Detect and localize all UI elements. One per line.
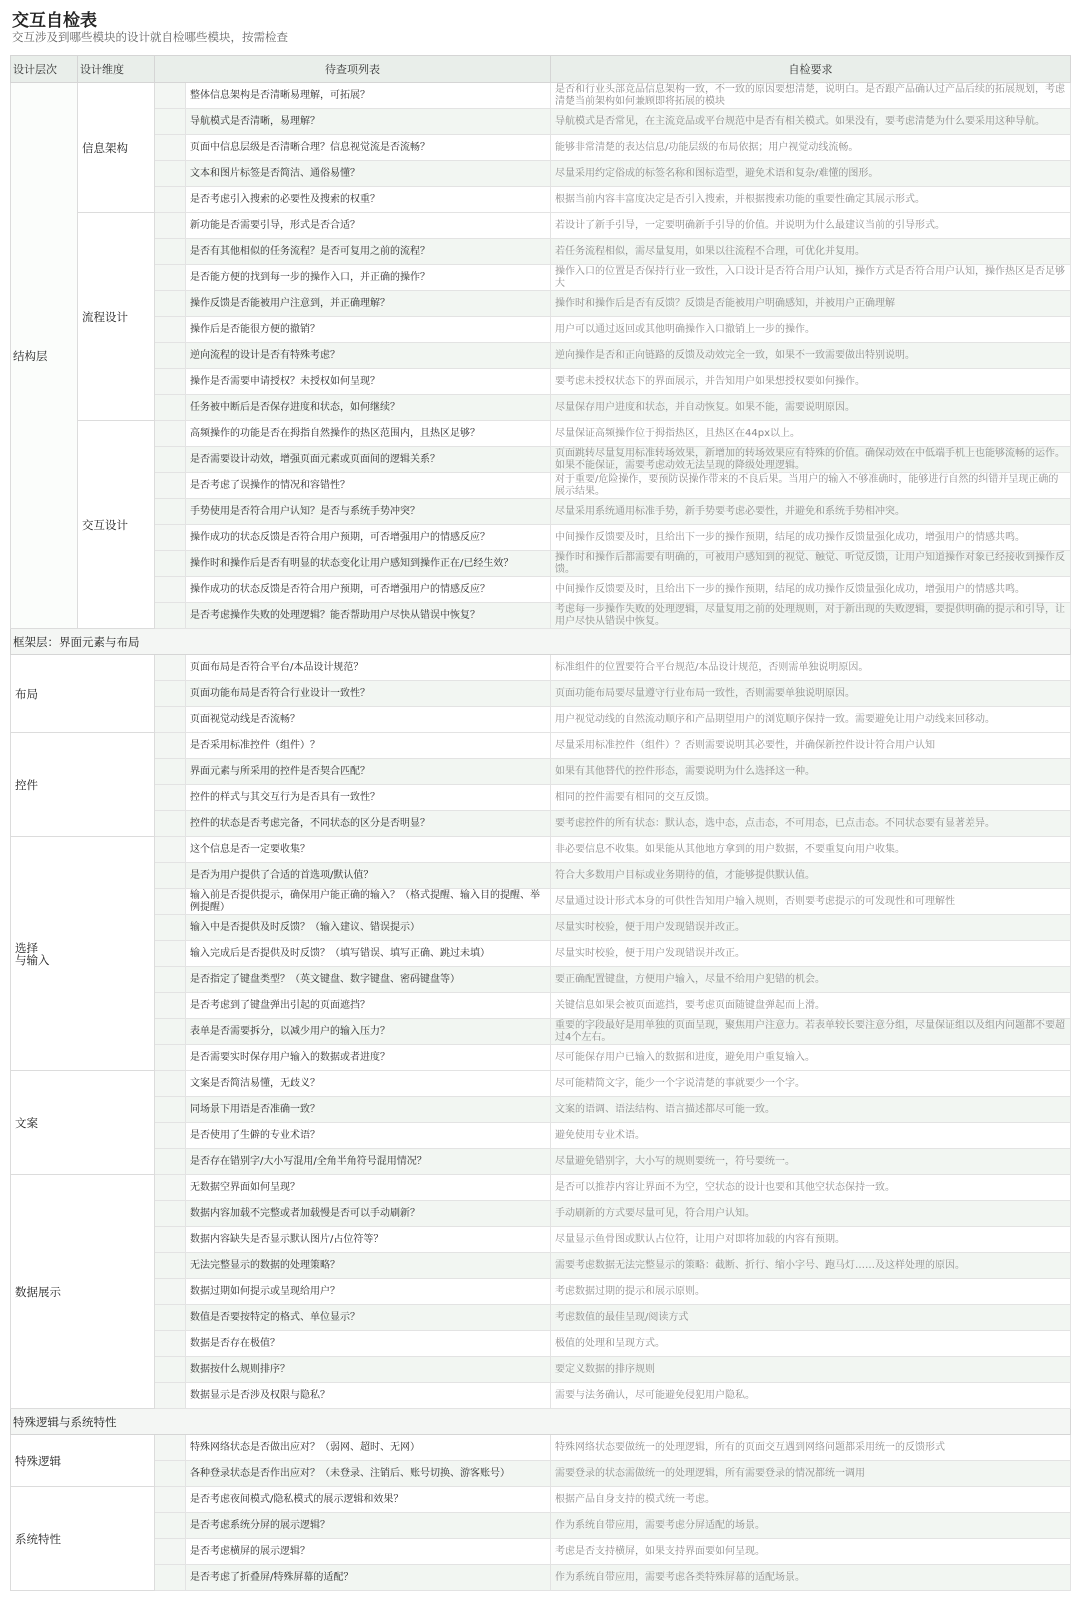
dimension-cell: 信息架构 <box>78 83 155 213</box>
table-row <box>11 291 1071 317</box>
check-requirement: 手动刷新的方式要尽量可见，符合用户认知。 <box>551 1201 1071 1227</box>
check-item: 输入中是否提供及时反馈？（输入建议、错误提示） <box>186 915 551 941</box>
table-row <box>11 109 1071 135</box>
check-requirement: 尽量通过设计形式本身的可供性告知用户输入规则，否则要考虑提示的可发现性和可理解性 <box>551 889 1071 915</box>
check-item: 是否考虑到了键盘弹出引起的页面遮挡？ <box>186 993 551 1019</box>
table-row <box>11 1149 1071 1175</box>
indent-cell <box>155 343 186 369</box>
check-item: 文案是否简洁易懂，无歧义？ <box>186 1071 551 1097</box>
indent-cell <box>155 967 186 993</box>
table-row <box>11 239 1071 265</box>
indent-cell <box>155 941 186 967</box>
check-item: 是否采用标准控件（组件）？ <box>186 733 551 759</box>
table-header-row <box>11 56 1071 83</box>
check-item: 是否为用户提供了合适的首选项/默认值？ <box>186 863 551 889</box>
dimension-cell: 系统特性 <box>11 1487 155 1591</box>
check-requirement: 作为系统自带应用，需要考虑各类特殊屏幕的适配场景。 <box>551 1565 1071 1591</box>
table-row <box>11 1279 1071 1305</box>
check-requirement: 尽量实时校验，便于用户发现错误并改正。 <box>551 915 1071 941</box>
check-item: 特殊网络状态是否做出应对？（弱网、超时、无网） <box>186 1435 551 1461</box>
indent-cell <box>155 1487 186 1513</box>
indent-cell <box>155 265 186 291</box>
table-row <box>11 603 1071 629</box>
table-row <box>11 1513 1071 1539</box>
check-item: 同场景下用语是否准确一致？ <box>186 1097 551 1123</box>
table-row <box>11 1019 1071 1045</box>
table-row <box>11 759 1071 785</box>
table-row <box>11 967 1071 993</box>
check-requirement: 中间操作反馈要及时，且给出下一步的操作预期，结尾的成功操作反馈量强化成功，增强用户的情感共鸣。 <box>551 525 1071 551</box>
table-row <box>11 1253 1071 1279</box>
check-requirement: 用户视觉动线的自然流动顺序和产品期望用户的浏览顺序保持一致。需要避免让用户动线来回移动。 <box>551 707 1071 733</box>
indent-cell <box>155 1201 186 1227</box>
check-requirement: 考虑数据过期的提示和展示原则。 <box>551 1279 1071 1305</box>
table-row <box>11 1461 1071 1487</box>
indent-cell <box>155 1305 186 1331</box>
table-row <box>11 447 1071 473</box>
table-row <box>11 265 1071 291</box>
check-item: 数据显示是否涉及权限与隐私？ <box>186 1383 551 1409</box>
table-row <box>11 421 1071 447</box>
header-dimension: 设计维度 <box>78 56 155 83</box>
check-item: 表单是否需要拆分，以减少用户的输入压力？ <box>186 1019 551 1045</box>
check-item: 操作成功的状态反馈是否符合用户预期，可否增强用户的情感反应？ <box>186 577 551 603</box>
check-item: 操作反馈是否能被用户注意到，并正确理解？ <box>186 291 551 317</box>
table-row <box>11 525 1071 551</box>
table-row <box>11 135 1071 161</box>
indent-cell <box>155 239 186 265</box>
table-row <box>11 733 1071 759</box>
indent-cell <box>155 759 186 785</box>
indent-cell <box>155 889 186 915</box>
table-row <box>11 317 1071 343</box>
check-item: 数据内容加载不完整或者加载慢是否可以手动刷新？ <box>186 1201 551 1227</box>
indent-cell <box>155 135 186 161</box>
dimension-cell: 选择 与输入 <box>11 837 155 1071</box>
table-body <box>11 83 1071 1591</box>
indent-cell <box>155 551 186 577</box>
check-requirement: 尽量采用标准控件（组件）？否则需要说明其必要性，并确保新控件设计符合用户认知 <box>551 733 1071 759</box>
check-requirement: 避免使用专业术语。 <box>551 1123 1071 1149</box>
check-requirement: 需要与法务确认，尽可能避免侵犯用户隐私。 <box>551 1383 1071 1409</box>
table-row <box>11 1227 1071 1253</box>
table-row <box>11 187 1071 213</box>
check-item: 各种登录状态是否作出应对？（未登录、注销后、账号切换、游客账号） <box>186 1461 551 1487</box>
check-requirement: 页面跳转尽量复用标准转场效果，新增加的转场效果应有特殊的价值。确保动效在中低端手机上也能够流畅的运作。如果不能保证，需要考虑动效无法呈现的降级处理逻辑。 <box>551 447 1071 473</box>
check-requirement: 相同的控件需要有相同的交互反馈。 <box>551 785 1071 811</box>
indent-cell <box>155 837 186 863</box>
section-header-row <box>11 629 1071 655</box>
table-row <box>11 863 1071 889</box>
indent-cell <box>155 707 186 733</box>
table-row <box>11 811 1071 837</box>
indent-cell <box>155 83 186 109</box>
check-item: 操作是否需要申请授权？未授权如何呈现？ <box>186 369 551 395</box>
indent-cell <box>155 1461 186 1487</box>
check-item: 操作时和操作后是否有明显的状态变化让用户感知到操作正在/已经生效？ <box>186 551 551 577</box>
check-requirement: 考虑数值的最佳呈现/阅读方式 <box>551 1305 1071 1331</box>
indent-cell <box>155 1227 186 1253</box>
check-requirement: 标准组件的位置要符合平台规范/本品设计规范，否则需单独说明原因。 <box>551 655 1071 681</box>
check-requirement: 对于重要/危险操作，要预防误操作带来的不良后果。当用户的输入不够准确时，能够进行自然的纠错并呈现正确的展示结果。 <box>551 473 1071 499</box>
check-requirement: 页面功能布局要尽量遵守行业布局一致性，否则需要单独说明原因。 <box>551 681 1071 707</box>
indent-cell <box>155 681 186 707</box>
check-requirement: 要定义数据的排序规则 <box>551 1357 1071 1383</box>
check-item: 是否考虑操作失败的处理逻辑？能否帮助用户尽快从错误中恢复？ <box>186 603 551 629</box>
check-item: 高频操作的功能是否在拇指自然操作的热区范围内，且热区足够？ <box>186 421 551 447</box>
indent-cell <box>155 109 186 135</box>
indent-cell <box>155 1097 186 1123</box>
table-row <box>11 785 1071 811</box>
header-level: 设计层次 <box>11 56 78 83</box>
check-requirement: 尽量保证高频操作位于拇指热区，且热区在44px以上。 <box>551 421 1071 447</box>
check-requirement: 中间操作反馈要及时，且给出下一步的操作预期，结尾的成功操作反馈量强化成功，增强用户的情感共鸣。 <box>551 577 1071 603</box>
check-item: 是否有其他相似的任务流程？是否可复用之前的流程？ <box>186 239 551 265</box>
check-requirement: 是否和行业头部竞品信息架构一致，不一致的原因要想清楚，说明白。是否跟产品确认过产品后续的拓展规划，考虑清楚当前架构如何兼顾即将拓展的模块 <box>551 83 1071 109</box>
check-requirement: 尽量采用系统通用标准手势，新手势要考虑必要性，并避免和系统手势相冲突。 <box>551 499 1071 525</box>
check-item: 操作成功的状态反馈是否符合用户预期，可否增强用户的情感反应？ <box>186 525 551 551</box>
indent-cell <box>155 1175 186 1201</box>
check-requirement: 作为系统自带应用，需要考虑分屏适配的场景。 <box>551 1513 1071 1539</box>
table-row <box>11 1071 1071 1097</box>
indent-cell <box>155 915 186 941</box>
check-item: 是否需要设计动效，增强页面元素或页面间的逻辑关系？ <box>186 447 551 473</box>
table-row <box>11 473 1071 499</box>
section-title: 框架层：界面元素与布局 <box>11 629 1071 655</box>
table-row <box>11 551 1071 577</box>
check-requirement: 考虑是否支持横屏，如果支持界面要如何呈现。 <box>551 1539 1071 1565</box>
check-item: 逆向流程的设计是否有特殊考虑？ <box>186 343 551 369</box>
check-requirement: 要考虑控件的所有状态：默认态，选中态，点击态，不可用态，已点击态。不同状态要有显著差异。 <box>551 811 1071 837</box>
indent-cell <box>155 161 186 187</box>
indent-cell <box>155 395 186 421</box>
table-row <box>11 1045 1071 1071</box>
check-requirement: 根据产品自身支持的模式统一考虑。 <box>551 1487 1071 1513</box>
indent-cell <box>155 187 186 213</box>
table-row <box>11 1123 1071 1149</box>
indent-cell <box>155 1565 186 1591</box>
check-requirement: 尽量保存用户进度和状态，并自动恢复。如果不能，需要说明原因。 <box>551 395 1071 421</box>
table-row <box>11 1175 1071 1201</box>
check-item: 数值是否要按特定的格式、单位显示？ <box>186 1305 551 1331</box>
check-requirement: 根据当前内容丰富度决定是否引入搜索，并根据搜索功能的重要性确定其展示形式。 <box>551 187 1071 213</box>
check-item: 数据过期如何提示或呈现给用户？ <box>186 1279 551 1305</box>
table-row <box>11 941 1071 967</box>
indent-cell <box>155 1253 186 1279</box>
table-row <box>11 83 1071 109</box>
check-item: 输入前是否提供提示，确保用户能正确的输入？（格式提醒、输入目的提醒、举例提醒） <box>186 889 551 915</box>
check-requirement: 导航模式是否常见，在主流竞品或平台规范中是否有相关模式。如果没有，要考虑清楚为什么要采用这种导航。 <box>551 109 1071 135</box>
check-item: 数据按什么规则排序？ <box>186 1357 551 1383</box>
table-row <box>11 993 1071 1019</box>
check-requirement: 文案的语调、语法结构、语言描述都尽可能一致。 <box>551 1097 1071 1123</box>
check-item: 页面布局是否符合平台/本品设计规范？ <box>186 655 551 681</box>
indent-cell <box>155 733 186 759</box>
check-item: 页面视觉动线是否流畅？ <box>186 707 551 733</box>
dimension-cell: 特殊逻辑 <box>11 1435 155 1487</box>
indent-cell <box>155 1383 186 1409</box>
check-requirement: 若任务流程相似，需尽量复用，如果以往流程不合理，可优化并复用。 <box>551 239 1071 265</box>
check-item: 导航模式是否清晰，易理解？ <box>186 109 551 135</box>
check-item: 是否指定了键盘类型？（英文键盘、数字键盘、密码键盘等） <box>186 967 551 993</box>
check-item: 整体信息架构是否清晰易理解，可拓展？ <box>186 83 551 109</box>
check-item: 是否考虑夜间模式/隐私模式的展示逻辑和效果？ <box>186 1487 551 1513</box>
dimension-cell: 控件 <box>11 733 155 837</box>
page-subtitle: 交互涉及到哪些模块的设计就自检哪些模块，按需检查 <box>12 30 288 44</box>
indent-cell <box>155 655 186 681</box>
table-row <box>11 1331 1071 1357</box>
table-row <box>11 161 1071 187</box>
indent-cell <box>155 1513 186 1539</box>
check-item: 无数据空界面如何呈现？ <box>186 1175 551 1201</box>
check-item: 控件的状态是否考虑完备，不同状态的区分是否明显？ <box>186 811 551 837</box>
check-item: 控件的样式与其交互行为是否具有一致性？ <box>186 785 551 811</box>
table-row <box>11 1383 1071 1409</box>
check-requirement: 尽量实时校验，便于用户发现错误并改正。 <box>551 941 1071 967</box>
check-item: 是否存在错别字/大小写混用/全角半角符号混用情况？ <box>186 1149 551 1175</box>
check-requirement: 逆向操作是否和正向链路的反馈及动效完全一致，如果不一致需要做出特别说明。 <box>551 343 1071 369</box>
check-item: 操作后是否能很方便的撤销？ <box>186 317 551 343</box>
check-item: 手势使用是否符合用户认知？是否与系统手势冲突？ <box>186 499 551 525</box>
section-header-row <box>11 1409 1071 1435</box>
indent-cell <box>155 525 186 551</box>
check-item: 数据是否存在极值？ <box>186 1331 551 1357</box>
check-requirement: 若设计了新手引导，一定要明确新手引导的价值。并说明为什么最建议当前的引导形式。 <box>551 213 1071 239</box>
check-requirement: 关键信息如果会被页面遮挡，要考虑页面随键盘弹起而上滑。 <box>551 993 1071 1019</box>
check-item: 页面功能布局是否符合行业设计一致性？ <box>186 681 551 707</box>
indent-cell <box>155 993 186 1019</box>
indent-cell <box>155 1123 186 1149</box>
indent-cell <box>155 577 186 603</box>
table-row <box>11 499 1071 525</box>
check-requirement: 特殊网络状态要做统一的处理逻辑，所有的页面交互遇到网络问题都采用统一的反馈形式 <box>551 1435 1071 1461</box>
dimension-cell: 文案 <box>11 1071 155 1175</box>
dimension-cell: 数据展示 <box>11 1175 155 1409</box>
check-requirement: 尽量避免错别字，大小写的规则要统一，符号要统一。 <box>551 1149 1071 1175</box>
check-requirement: 要正确配置键盘，方便用户输入，尽量不给用户犯错的机会。 <box>551 967 1071 993</box>
table-row <box>11 369 1071 395</box>
table-row <box>11 915 1071 941</box>
check-item: 是否考虑引入搜索的必要性及搜索的权重？ <box>186 187 551 213</box>
indent-cell <box>155 473 186 499</box>
indent-cell <box>155 447 186 473</box>
table-row <box>11 1097 1071 1123</box>
indent-cell <box>155 603 186 629</box>
indent-cell <box>155 1045 186 1071</box>
indent-cell <box>155 421 186 447</box>
check-requirement: 是否可以推荐内容让界面不为空，空状态的设计也要和其他空状态保持一致。 <box>551 1175 1071 1201</box>
table-row <box>11 343 1071 369</box>
indent-cell <box>155 499 186 525</box>
table-row <box>11 577 1071 603</box>
table-row <box>11 1357 1071 1383</box>
indent-cell <box>155 1279 186 1305</box>
check-item: 是否考虑了折叠屏/特殊屏幕的适配？ <box>186 1565 551 1591</box>
check-requirement: 尽可能保存用户已输入的数据和进度，避免用户重复输入。 <box>551 1045 1071 1071</box>
check-requirement: 极值的处理和呈现方式。 <box>551 1331 1071 1357</box>
check-item: 文本和图片标签是否简洁、通俗易懂？ <box>186 161 551 187</box>
check-requirement: 操作时和操作后是否有反馈？反馈是否能被用户明确感知，并被用户正确理解 <box>551 291 1071 317</box>
check-requirement: 尽可能精简文字，能少一个字说清楚的事就要少一个字。 <box>551 1071 1071 1097</box>
indent-cell <box>155 213 186 239</box>
table-row <box>11 1487 1071 1513</box>
check-requirement: 要考虑未授权状态下的界面展示，并告知用户如果想授权要如何操作。 <box>551 369 1071 395</box>
table-row <box>11 1435 1071 1461</box>
check-requirement: 需要考虑数据无法完整显示的策略：截断、折行、缩小字号、跑马灯……及这样处理的原因。 <box>551 1253 1071 1279</box>
check-item: 是否使用了生僻的专业术语？ <box>186 1123 551 1149</box>
check-item: 输入完成后是否提供及时反馈？（填写错误、填写正确、跳过未填） <box>186 941 551 967</box>
table-row <box>11 837 1071 863</box>
check-requirement: 操作入口的位置是否保持行业一致性，入口设计是否符合用户认知，操作方式是否符合用户认知，操作热区是否足够大 <box>551 265 1071 291</box>
indent-cell <box>155 1071 186 1097</box>
check-item: 无法完整显示的数据的处理策略？ <box>186 1253 551 1279</box>
indent-cell <box>155 1357 186 1383</box>
page-title: 交互自检表 <box>12 11 97 31</box>
table-row <box>11 1539 1071 1565</box>
check-item: 是否能方便的找到每一步的操作入口，并正确的操作？ <box>186 265 551 291</box>
check-item: 页面中信息层级是否清晰合理？信息视觉流是否流畅？ <box>186 135 551 161</box>
table-row <box>11 889 1071 915</box>
table-row <box>11 1201 1071 1227</box>
check-item: 这个信息是否一定要收集？ <box>186 837 551 863</box>
check-item: 界面元素与所采用的控件是否契合匹配？ <box>186 759 551 785</box>
table-row <box>11 681 1071 707</box>
dimension-cell: 布局 <box>11 655 155 733</box>
check-requirement: 重要的字段最好是用单独的页面呈现，聚焦用户注意力。若表单较长要注意分组，尽量保证组以及组内问题都不要超过4个左右。 <box>551 1019 1071 1045</box>
check-item: 是否考虑系统分屏的展示逻辑？ <box>186 1513 551 1539</box>
indent-cell <box>155 1149 186 1175</box>
indent-cell <box>155 811 186 837</box>
indent-cell <box>155 1539 186 1565</box>
section-title: 特殊逻辑与系统特性 <box>11 1409 1071 1435</box>
level-cell: 结构层 <box>11 83 78 629</box>
indent-cell <box>155 1331 186 1357</box>
check-requirement: 操作时和操作后都需要有明确的，可被用户感知到的视觉、触觉、听觉反馈，让用户知道操作对象已经接收到操作反馈。 <box>551 551 1071 577</box>
check-requirement: 需要登录的状态需做统一的处理逻辑，所有需要登录的情况都统一调用 <box>551 1461 1071 1487</box>
indent-cell <box>155 785 186 811</box>
check-item: 新功能是否需要引导，形式是否合适？ <box>186 213 551 239</box>
table-row <box>11 1305 1071 1331</box>
check-requirement: 尽量采用约定俗成的标签名称和图标造型，避免术语和复杂/难懂的图形。 <box>551 161 1071 187</box>
indent-cell <box>155 863 186 889</box>
indent-cell <box>155 317 186 343</box>
dimension-cell: 流程设计 <box>78 213 155 421</box>
dimension-cell: 交互设计 <box>78 421 155 629</box>
check-requirement: 考虑每一步操作失败的处理逻辑，尽量复用之前的处理规则，对于新出现的失败逻辑，要提供明确的提示和引导，让用户尽快从错误中恢复。 <box>551 603 1071 629</box>
indent-cell <box>155 1019 186 1045</box>
check-requirement: 如果有其他替代的控件形态，需要说明为什么选择这一种。 <box>551 759 1071 785</box>
check-requirement: 符合大多数用户目标或业务期待的值，才能够提供默认值。 <box>551 863 1071 889</box>
table-row <box>11 1565 1071 1591</box>
table-row <box>11 655 1071 681</box>
indent-cell <box>155 369 186 395</box>
check-requirement: 能够非常清楚的表达信息/功能层级的布局依据；用户视觉动线流畅。 <box>551 135 1071 161</box>
check-item: 任务被中断后是否保存进度和状态，如何继续？ <box>186 395 551 421</box>
header-items: 待查项列表 <box>155 56 551 83</box>
check-item: 数据内容缺失是否显示默认图片/占位符等？ <box>186 1227 551 1253</box>
table-row <box>11 707 1071 733</box>
header-requirements: 自检要求 <box>551 56 1071 83</box>
check-item: 是否需要实时保存用户输入的数据或者进度？ <box>186 1045 551 1071</box>
checklist-table <box>10 55 1071 1591</box>
table-row <box>11 213 1071 239</box>
check-item: 是否考虑了误操作的情况和容错性？ <box>186 473 551 499</box>
table-row <box>11 395 1071 421</box>
check-requirement: 尽量显示鱼骨图或默认占位符，让用户对即将加载的内容有预期。 <box>551 1227 1071 1253</box>
indent-cell <box>155 291 186 317</box>
check-requirement: 非必要信息不收集。如果能从其他地方拿到的用户数据，不要重复向用户收集。 <box>551 837 1071 863</box>
indent-cell <box>155 1435 186 1461</box>
check-item: 是否考虑横屏的展示逻辑？ <box>186 1539 551 1565</box>
check-requirement: 用户可以通过返回或其他明确操作入口撤销上一步的操作。 <box>551 317 1071 343</box>
